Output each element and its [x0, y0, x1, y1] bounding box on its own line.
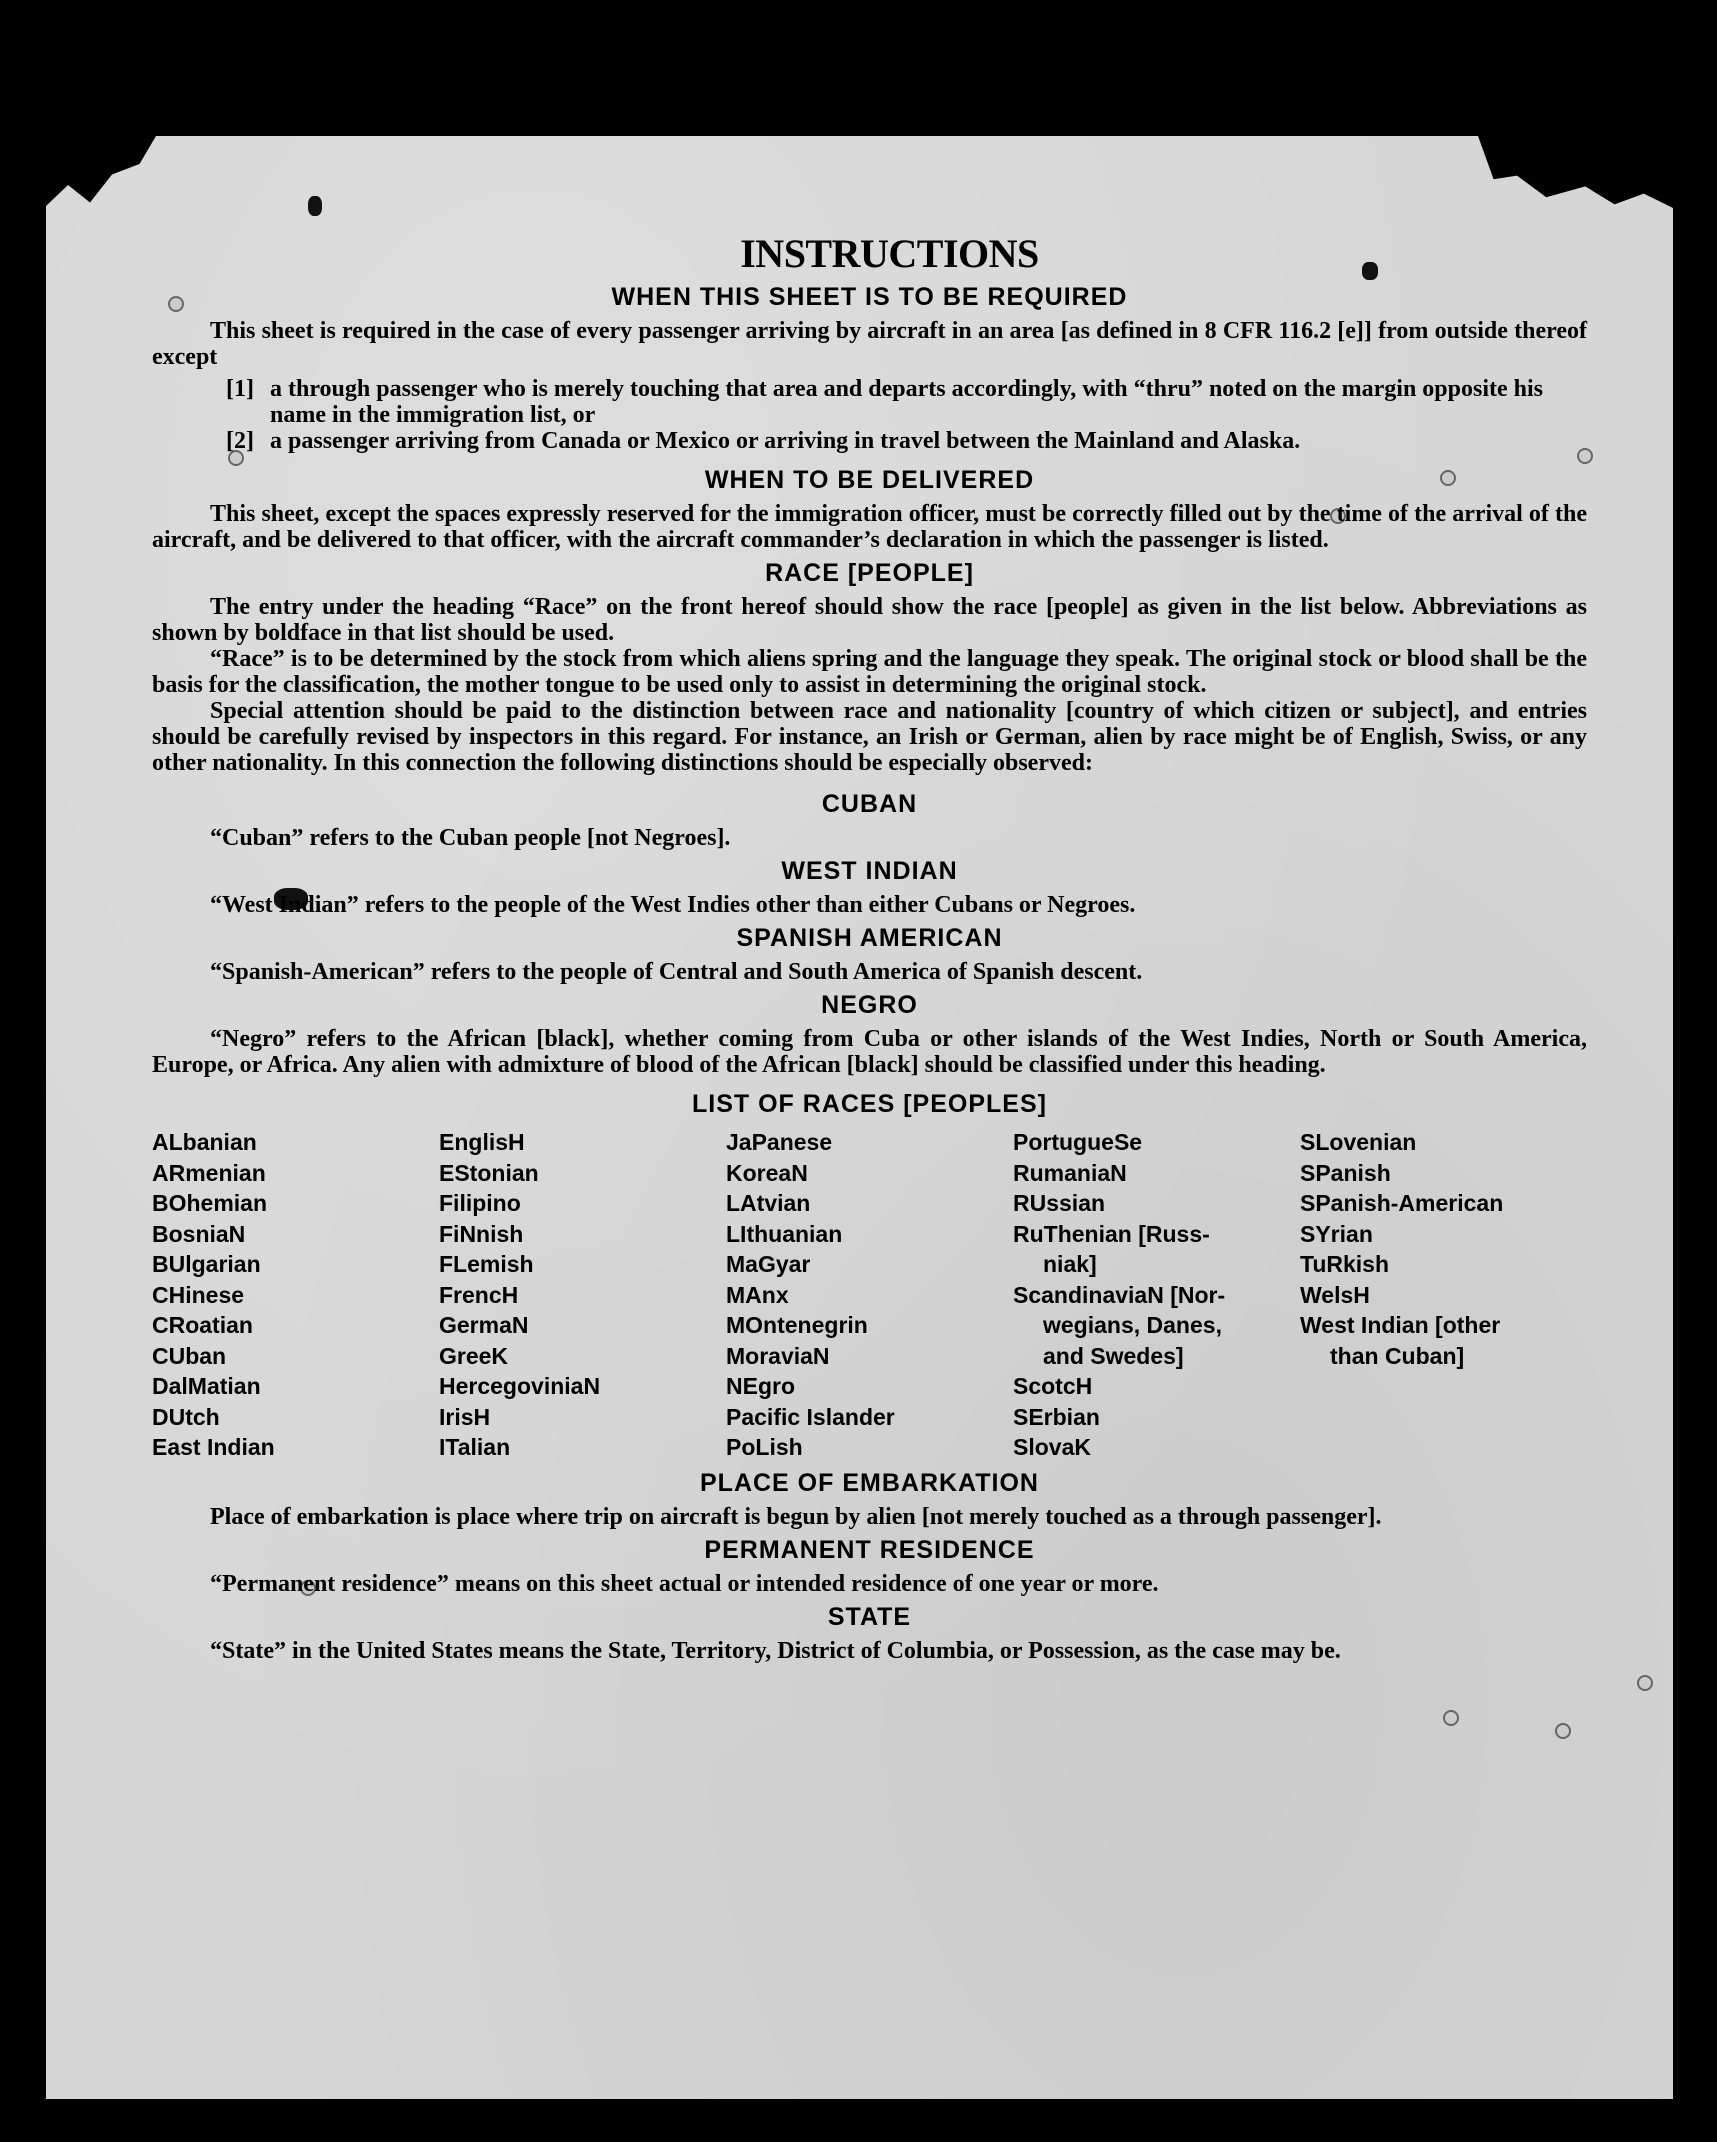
races-column-2: [439, 1127, 726, 1463]
race-item: TuRkish: [1300, 1251, 1390, 1277]
race-item: PoLish: [726, 1434, 803, 1460]
race-item: ARmenian: [152, 1159, 266, 1186]
ink-blot: [308, 196, 322, 216]
negro-text: “Negro” refers to the African [black], whether coming from Cuba or other islands of the West Indies, North or South America, Europe, or Africa. Any alien with admixture of blood of the African [black] should be classified under this heading.: [152, 1026, 1587, 1078]
west-indian-text: “West Indian” refers to the people of the West Indies other than either Cubans or Negroes.: [210, 892, 1136, 918]
race-item: than Cuban]: [1330, 1342, 1465, 1369]
punch-mark: [1555, 1723, 1571, 1739]
race-item: IrisH: [439, 1403, 491, 1430]
race-item: CUban: [152, 1342, 227, 1369]
item-number: [2]: [226, 428, 254, 454]
instructions-content: [152, 230, 1587, 1670]
state-text: “State” in the United States means the State, Territory, District of Columbia, or Possession, as the case may be.: [210, 1637, 1341, 1664]
section-heading-delivered: WHEN TO BE DELIVERED: [704, 466, 1035, 494]
race-item: MOntenegrin: [726, 1312, 868, 1338]
race-item: RUssian: [1013, 1190, 1106, 1216]
cuban-text: “Cuban” refers to the Cuban people [not Negroes].: [210, 825, 731, 851]
section-heading-required: WHEN THIS SHEET IS TO BE REQUIRED: [611, 283, 1128, 311]
race-item: PortugueSe: [1013, 1129, 1143, 1155]
punch-mark: [1637, 1675, 1653, 1691]
race-item: East Indian: [152, 1434, 275, 1460]
races-column-4: [1013, 1127, 1300, 1463]
spanish-american-text: “Spanish-American” refers to the people of Central and South America of Spanish descent.: [210, 959, 1143, 985]
race-item: BUlgarian: [152, 1251, 261, 1277]
race-item: SErbian: [1013, 1403, 1100, 1430]
required-item-1: [226, 376, 1587, 428]
race-paragraph-3: Special attention should be paid to the distinction between race and nationality [country of which citizen or subject], and entries should be carefully revised by inspectors in this regard. For instance, an Irish or German, alien by race might be of English, Swiss, or any other nationality. In this connection the following distinctions should be especially observed:: [152, 698, 1587, 776]
delivered-text: This sheet, except the spaces expressly reserved for the immigration officer, must be correctly filled out by the time of the arrival of the aircraft, and be delivered to that officer, with the aircraft commander’s declaration in which the passenger is listed.: [152, 501, 1587, 553]
required-item-2: [226, 428, 1587, 454]
race-item: BosniaN: [152, 1220, 246, 1247]
section-heading-residence: PERMANENT RESIDENCE: [704, 1535, 1035, 1564]
race-item: MaGyar: [726, 1251, 811, 1277]
race-item: Pacific Islander: [726, 1403, 895, 1430]
race-item: Filipino: [439, 1190, 521, 1216]
races-column-1: [152, 1127, 439, 1463]
race-item: West Indian [other: [1300, 1312, 1501, 1338]
race-item: LIthuanian: [726, 1220, 843, 1247]
item-number: [1]: [226, 376, 254, 402]
race-item: CRoatian: [152, 1312, 253, 1338]
race-item: FiNnish: [439, 1220, 524, 1247]
race-item: BOhemian: [152, 1190, 268, 1216]
race-item: MAnx: [726, 1281, 789, 1308]
race-item: ScandinaviaN [Nor-: [1013, 1281, 1226, 1308]
race-item: SPanish-American: [1300, 1190, 1504, 1216]
section-heading-negro: NEGRO: [821, 991, 918, 1019]
race-item: CHinese: [152, 1281, 245, 1308]
race-item: WelsH: [1300, 1281, 1370, 1308]
section-heading-race: RACE [PEOPLE]: [765, 559, 974, 587]
section-heading-embarkation: PLACE OF EMBARKATION: [700, 1468, 1039, 1497]
section-heading-state: STATE: [827, 1602, 912, 1631]
race-item: DUtch: [152, 1403, 220, 1430]
residence-text: “Permanent residence” means on this sheet actual or intended residence of one year or more.: [210, 1570, 1159, 1597]
race-item: EStonian: [439, 1159, 539, 1186]
race-item: HercegoviniaN: [439, 1373, 601, 1399]
race-item: SPanish: [1300, 1159, 1391, 1186]
race-item: wegians, Danes,: [1043, 1312, 1222, 1338]
embarkation-text: Place of embarkation is place where trip on aircraft is begun by alien [not merely touched as a through passenger].: [210, 1503, 1382, 1530]
section-heading-cuban: CUBAN: [821, 790, 918, 818]
race-item: SLovenian: [1300, 1129, 1417, 1155]
race-item: EnglisH: [439, 1129, 525, 1155]
races-list: [152, 1127, 1587, 1463]
race-item: MoraviaN: [726, 1342, 830, 1369]
race-item: FrencH: [439, 1281, 519, 1308]
race-item: KoreaN: [726, 1159, 808, 1186]
race-paragraph-1: The entry under the heading “Race” on the front hereof should show the race [people] as given in the list below. Abbreviations as shown by boldface in that list should be used.: [152, 594, 1587, 646]
race-item: FLemish: [439, 1251, 534, 1277]
section-heading-west-indian: WEST INDIAN: [781, 857, 958, 885]
race-item: ITalian: [439, 1434, 511, 1460]
race-item: JaPanese: [726, 1129, 833, 1155]
section-heading-spanish-american: SPANISH AMERICAN: [736, 924, 1003, 952]
page-title: INSTRUCTIONS: [740, 231, 1039, 276]
required-intro: This sheet is required in the case of every passenger arriving by aircraft in an area [as defined in 8 CFR 116.2 [e]] from outside thereof except: [152, 318, 1587, 370]
race-item: niak]: [1043, 1251, 1097, 1277]
races-column-3: [726, 1127, 1013, 1463]
races-column-5: [1300, 1127, 1587, 1463]
punch-mark: [1443, 1710, 1459, 1726]
race-item: RumaniaN: [1013, 1159, 1127, 1186]
item-text: a passenger arriving from Canada or Mexico or arriving in travel between the Mainland and Alaska.: [270, 428, 1301, 454]
race-item: SlovaK: [1013, 1434, 1091, 1460]
item-text: a through passenger who is merely touching that area and departs accordingly, with “thru” noted on the margin opposite his name in the immigration list, or: [270, 376, 1543, 428]
race-item: RuThenian [Russ-: [1013, 1220, 1210, 1247]
race-item: GreeK: [439, 1342, 509, 1369]
race-paragraph-2: “Race” is to be determined by the stock from which aliens spring and the language they speak. The original stock or blood shall be the basis for the classification, the mother tongue to be used only to assist in determining the original stock.: [152, 646, 1587, 698]
race-item: DalMatian: [152, 1373, 261, 1399]
race-item: and Swedes]: [1043, 1342, 1184, 1369]
race-item: NEgro: [726, 1373, 795, 1399]
section-heading-list-of-races: LIST OF RACES [PEOPLES]: [692, 1090, 1047, 1118]
race-item: ScotcH: [1013, 1373, 1093, 1399]
race-item: GermaN: [439, 1312, 529, 1338]
race-item: ALbanian: [152, 1129, 257, 1155]
race-item: LAtvian: [726, 1190, 811, 1216]
race-item: SYrian: [1300, 1220, 1373, 1247]
